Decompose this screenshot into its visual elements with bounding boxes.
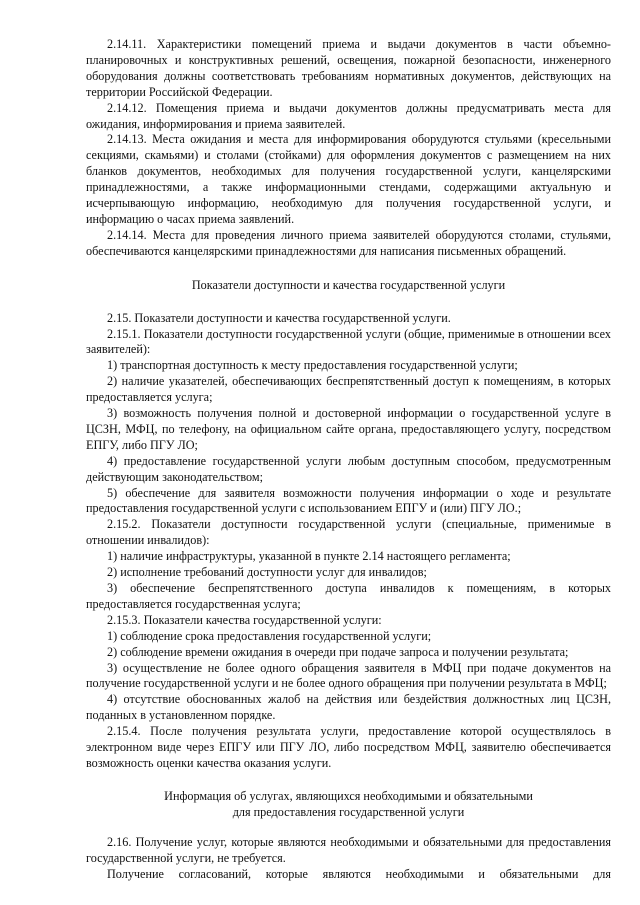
- list-item-general-4: 4) предоставление государственной услуги любым доступным способом, предусмотренным действующим законодательством;: [86, 453, 611, 484]
- paragraph-2-14-14: 2.14.14. Места для проведения личного приема заявителей оборудуются столами, стульями, обеспечиваются канцелярскими принадлежностями для написания письменных обращений.: [86, 227, 611, 258]
- paragraph-2-15-4: 2.15.4. После получения результата услуги, предоставление которой осуществлялось в электронном виде через ЕПГУ или ПГУ ЛО, либо посредством МФЦ, заявителю обеспечивается возможность оценки качества оказания услуги.: [86, 724, 611, 770]
- list-item-special-2: 2) исполнение требований доступности услуг для инвалидов;: [107, 565, 427, 580]
- paragraph-2-14-13: 2.14.13. Места ожидания и места для информирования оборудуются стульями (кресельными секциями, скамьями) и столами (стойками) для оформления документов с размещением на них бланков документов, необходимых для получения государственной услуги, канцелярскими принадлежностями, а также информационными стендами, содержащими актуальную и исчерпывающую информацию, необходимую для получения государственной услуги, и информацию о часах приема заявлений.: [86, 132, 611, 226]
- paragraph-2-16: 2.16. Получение услуг, которые являются необходимыми и обязательными для предоставления государственной услуги, не требуется.: [86, 834, 611, 865]
- list-item-quality-4: 4) отсутствие обоснованных жалоб на действия или бездействия должностных лиц ЦСЗН, поданных в установленном порядке.: [86, 692, 611, 723]
- paragraph-2-15: 2.15. Показатели доступности и качества государственной услуги.: [107, 310, 451, 325]
- paragraph-2-14-12: 2.14.12. Помещения приема и выдачи документов должны предусматривать места для ожидания, информирования и приема заявителей.: [86, 100, 611, 131]
- list-item-general-3: 3) возможность получения полной и достоверной информации о государственной услуге в ЦСЗН, МФЦ, по телефону, на официальном сайте органа, предоставляющего услугу, посредством ЕПГУ, либо ПГУ ЛО;: [86, 406, 611, 452]
- list-item-general-1: 1) транспортная доступность к месту предоставления государственной услуги;: [107, 358, 518, 373]
- section-heading-accessibility: Показатели доступности и качества государственной услуги: [191, 277, 506, 292]
- list-item-general-5: 5) обеспечение для заявителя возможности получения информации о ходе и результате предоставления государственной услуги с использованием ЕПГУ и (или) ПГУ ЛО.;: [86, 485, 611, 516]
- spacer: [86, 260, 611, 278]
- list-item-quality-2: 2) соблюдение времени ожидания в очереди при подаче запроса и получении результата;: [107, 644, 569, 659]
- list-item-quality-1: 1) соблюдение срока предоставления государственной услуги;: [107, 628, 432, 643]
- paragraph-approvals: Получение согласований, которые являются необходимыми и обязательными для: [107, 866, 611, 881]
- spacer: [86, 294, 611, 311]
- paragraph-2-15-3: 2.15.3. Показатели качества государственной услуги:: [107, 612, 382, 627]
- list-item-general-2: 2) наличие указателей, обеспечивающих беспрепятственный доступ к помещениям, в которых предоставляется услуга;: [86, 374, 611, 405]
- list-item-special-1: 1) наличие инфраструктуры, указанной в пункте 2.14 настоящего регламента;: [107, 549, 511, 564]
- paragraph-2-15-2: 2.15.2. Показатели доступности государственной услуги (специальные, применимые в отношении инвалидов):: [86, 517, 611, 548]
- list-item-quality-3: 3) осуществление не более одного обращения заявителя в МФЦ при подаче документов на получение государственной услуги и не более одного обращения при получении результата в МФЦ;: [86, 660, 611, 691]
- document-body: [86, 37, 611, 882]
- spacer: [86, 772, 611, 789]
- spacer: [86, 821, 611, 835]
- paragraph-2-14-11: 2.14.11. Характеристики помещений приема и выдачи документов в части объемно-планировочных и конструктивных решений, освещения, пожарной безопасности, инженерного оборудования должны соответствовать требованиям нормативных документов, действующих на территории Российской Федерации.: [86, 37, 611, 99]
- paragraph-2-15-1: 2.15.1. Показатели доступности государственной услуги (общие, применимые в отношении всех заявителей):: [86, 326, 611, 357]
- section-heading-required-services-line2: для предоставления государственной услуги: [232, 804, 465, 819]
- list-item-special-3: 3) обеспечение беспрепятственного доступа инвалидов к помещениям, в которых предоставляется государственная услуга;: [86, 581, 611, 611]
- section-heading-required-services-line1: Информация об услугах, являющихся необходимыми и обязательными: [164, 788, 533, 803]
